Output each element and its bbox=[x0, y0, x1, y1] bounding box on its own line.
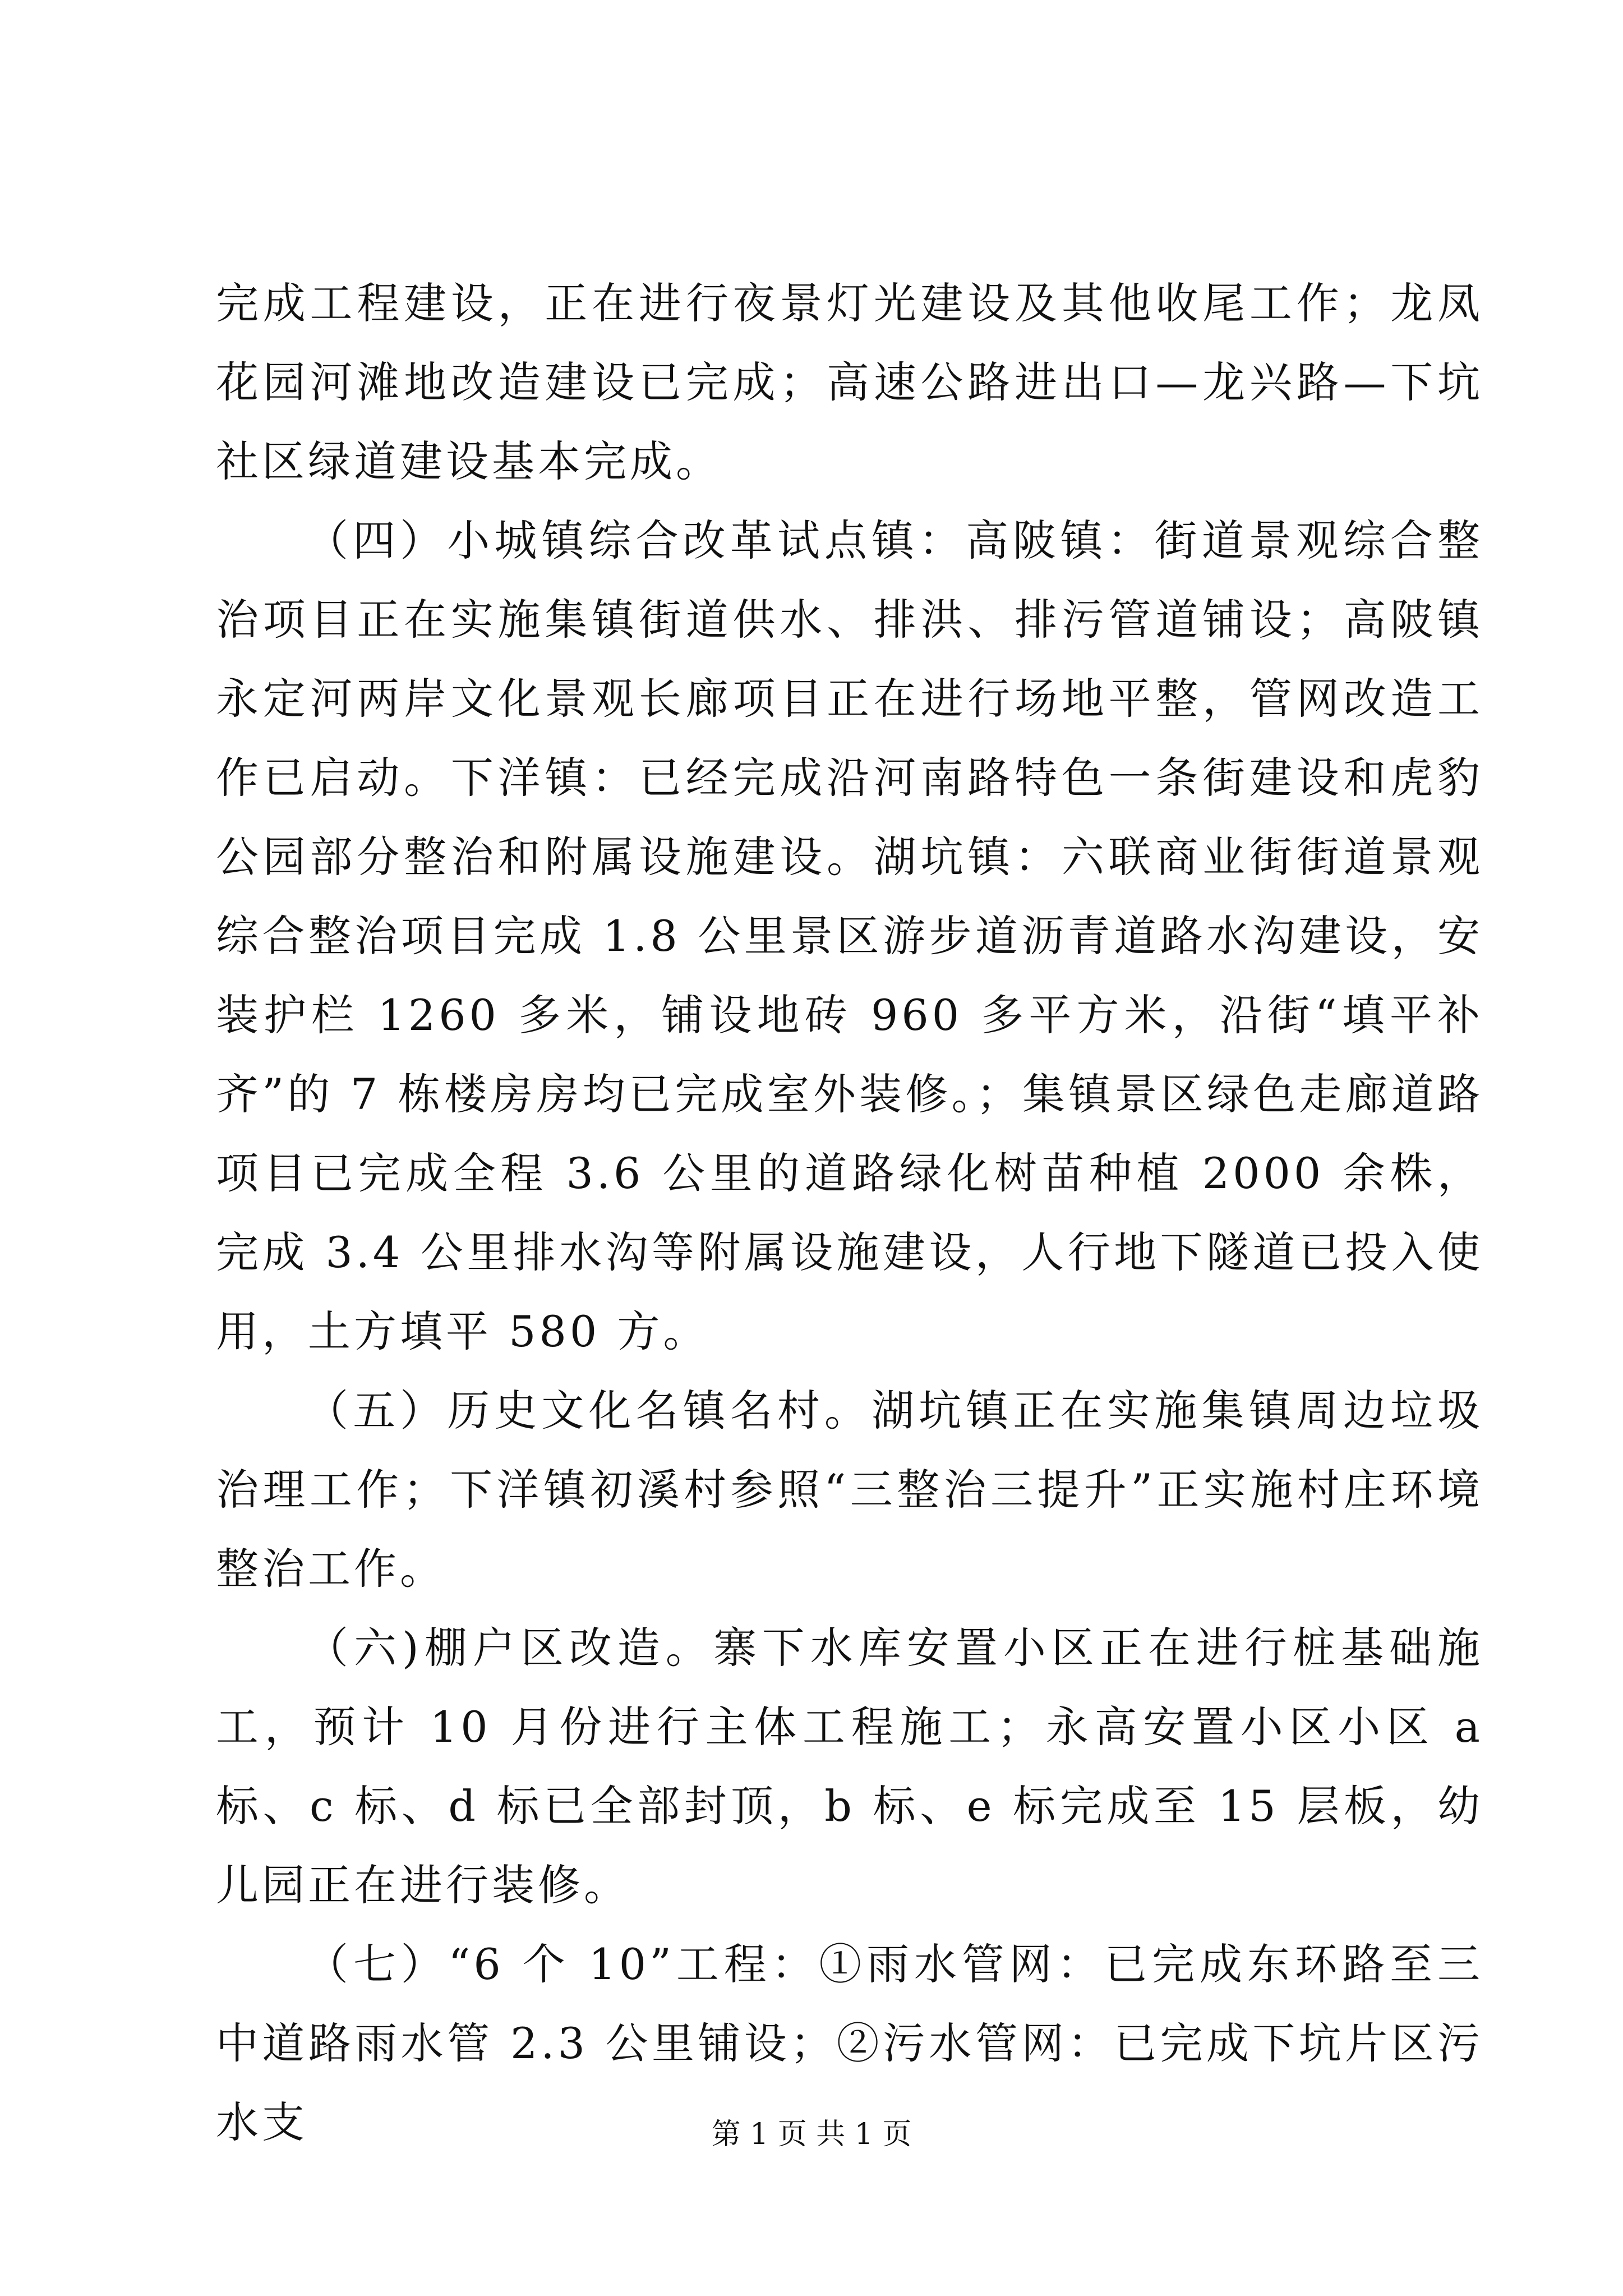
paragraph-section-six: （六)棚户区改造。寨下水库安置小区正在进行桩基础施工，预计 10 月份进行主体工程施工；永高安置小区小区 a 标、c 标、d 标已全部封顶，b 标、e 标完成至 15 层板，幼儿园正在进行装修。 bbox=[216, 1623, 1483, 1910]
paragraph-section-seven: （七）“6 个 10”工程：①雨水管网：已完成东环路至三中道路雨水管 2.3 公里铺设；②污水管网：已完成下坑片区污水支 bbox=[216, 1939, 1483, 2147]
paragraph-continuation: 完成工程建设，正在进行夜景灯光建设及其他收尾工作；龙凤花园河滩地改造建设已完成；高速公路进出口—龙兴路—下坑社区绿道建设基本完成。 bbox=[216, 278, 1483, 486]
paragraph-section-four: （四）小城镇综合改革试点镇：高陂镇：街道景观综合整治项目正在实施集镇街道供水、排洪、排污管道铺设；高陂镇永定河两岸文化景观长廊项目正在进行场地平整，管网改造工作已启动。下洋镇：已经完成沿河南路特色一条街建设和虎豹公园部分整治和附属设施建设。湖坑镇：六联商业街街道景观综合整治项目完成 1.8 公里景区游步道沥青道路水沟建设，安装护栏 1260 多米，铺设地砖 960 多平方米，沿街“填平补齐”的 7 栋楼房房均已完成室外装修。；集镇景区绿色走廊道路项目已完成全程 3.6 公里的道路绿化树苗种植 2000 余株，完成 3.4 公里排水沟等附属设施建设，人行地下隧道已投入使用，土方填平 580 方。 bbox=[216, 516, 1483, 1356]
document-body bbox=[216, 264, 1483, 2162]
paragraph-section-five: （五）历史文化名镇名村。湖坑镇正在实施集镇周边垃圾治理工作；下洋镇初溪村参照“三整治三提升”正实施村庄环境整治工作。 bbox=[216, 1386, 1483, 1594]
page-footer: 第 1 页 共 1 页 bbox=[711, 2118, 912, 2151]
